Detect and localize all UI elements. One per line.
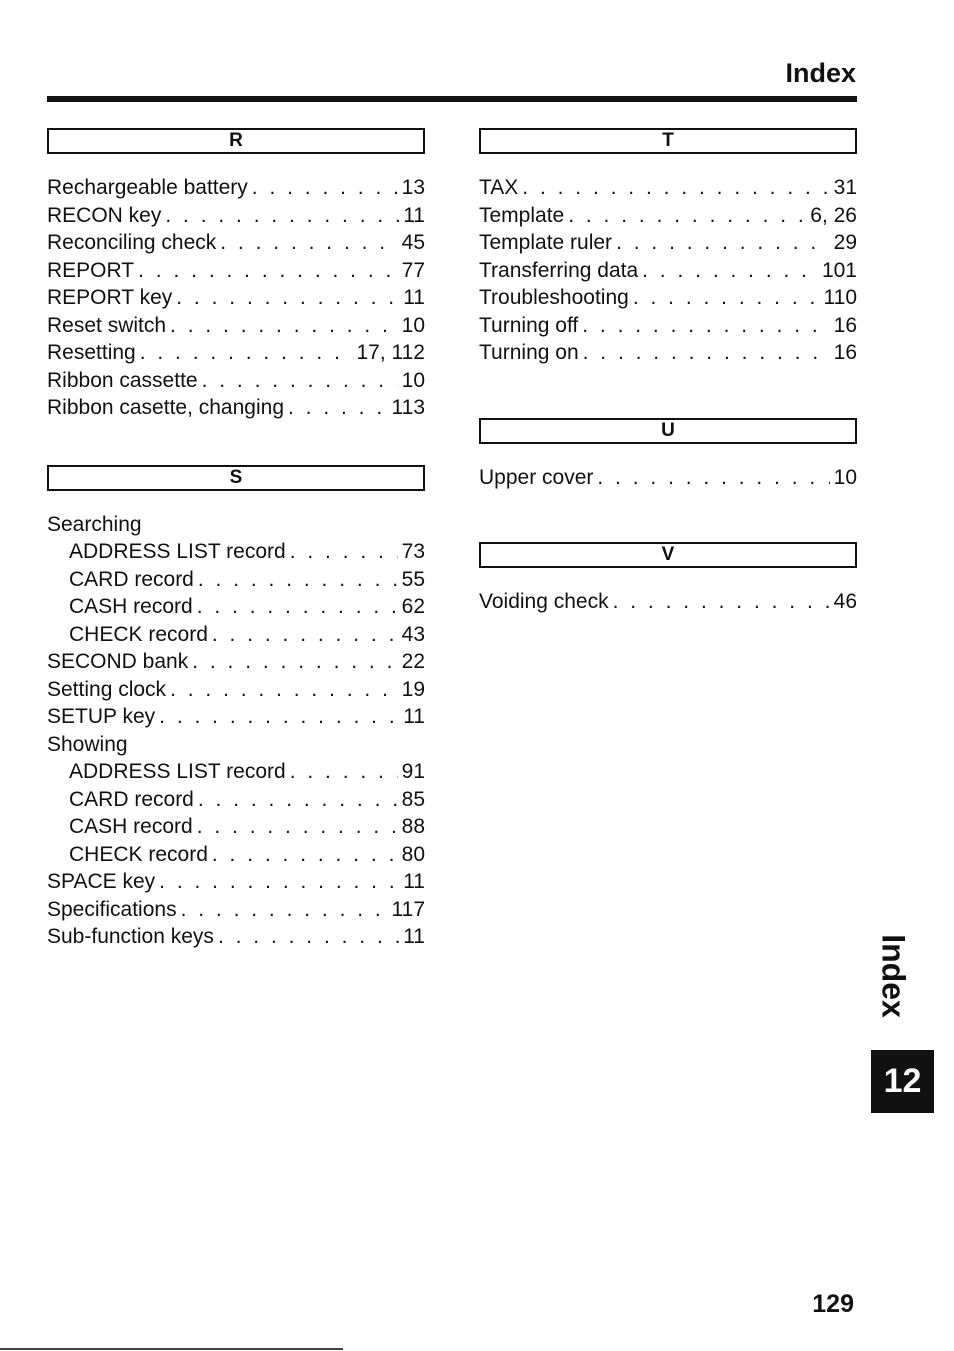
section-t [479, 128, 857, 367]
index-term: Troubleshooting [479, 286, 629, 309]
dot-leader [140, 339, 353, 367]
index-entry [47, 868, 425, 896]
index-term: Setting clock [47, 677, 167, 701]
index-page-ref: 73 [401, 540, 425, 563]
index-term: Ribbon casette, changing [47, 396, 284, 419]
index-page-ref: 11 [403, 705, 425, 728]
index-page-ref: 17, 112 [356, 341, 425, 364]
index-subentry [47, 786, 425, 814]
index-term: Sub-function keys [47, 925, 214, 948]
dot-leader [159, 868, 399, 896]
index-entry [47, 896, 425, 924]
index-term: Reset switch [47, 313, 167, 337]
index-term: Showing [47, 732, 128, 756]
section-letter-v: V [479, 542, 857, 568]
section-letter-r: R [47, 128, 425, 154]
index-entry [47, 923, 425, 951]
index-term: Voiding check [479, 590, 609, 613]
index-entry [47, 394, 425, 422]
dot-leader [288, 394, 388, 422]
index-subentry [47, 621, 425, 649]
index-term: ADDRESS LIST record [69, 760, 286, 783]
page-title: Index [785, 58, 856, 88]
entries-u [479, 464, 857, 492]
index-term: Transferring data [479, 258, 639, 282]
index-entry [47, 676, 425, 704]
index-term: Reconciling check [47, 231, 217, 254]
index-page-ref: 117 [391, 897, 425, 921]
index-page-ref: 16 [833, 313, 857, 337]
index-term: Specifications [47, 897, 177, 921]
side-tab-text: Index [875, 934, 912, 1018]
index-page-ref: 22 [401, 650, 425, 673]
index-page-ref: 110 [823, 286, 857, 309]
index-term: SETUP key [47, 705, 156, 728]
dot-leader [170, 312, 398, 340]
index-term: REPORT key [47, 286, 173, 309]
index-page-ref: 46 [833, 590, 857, 613]
dot-leader [220, 229, 397, 257]
dot-leader [197, 593, 398, 621]
index-term: Turning on [479, 341, 579, 364]
index-page-ref: 19 [401, 677, 425, 701]
dot-leader [290, 538, 398, 566]
index-term: Template ruler [479, 231, 613, 254]
index-entry [47, 703, 425, 731]
index-page-ref: 91 [401, 760, 425, 783]
dot-leader [202, 367, 398, 395]
index-term: Upper cover [479, 465, 594, 489]
dot-leader [522, 174, 829, 202]
index-entry [479, 588, 857, 616]
index-subentry [47, 813, 425, 841]
index-term: REPORT [47, 258, 135, 282]
index-page-ref: 10 [401, 368, 425, 392]
index-entry [479, 284, 857, 312]
dot-leader [197, 813, 398, 841]
index-subentry [47, 758, 425, 786]
dot-leader [616, 229, 830, 257]
index-entry [47, 257, 425, 285]
index-page-ref: 10 [401, 313, 425, 337]
index-page-ref: 10 [833, 465, 857, 489]
index-page-ref: 11 [403, 925, 425, 948]
index-page-ref: 101 [821, 258, 857, 282]
index-term: CASH record [69, 815, 193, 838]
entries-t [479, 174, 857, 367]
index-entry [47, 367, 425, 395]
left-column [47, 128, 425, 951]
entries-v [479, 588, 857, 616]
dot-leader [181, 896, 388, 924]
index-page-ref: 80 [401, 842, 425, 866]
dot-leader [198, 786, 398, 814]
dot-leader [170, 676, 398, 704]
dot-leader [138, 257, 398, 285]
dot-leader [597, 464, 829, 492]
index-term: TAX [479, 176, 519, 199]
index-entry [47, 229, 425, 257]
section-letter-s: S [47, 465, 425, 491]
index-heading [47, 731, 425, 759]
entries-s [47, 511, 425, 951]
index-page-ref: 77 [401, 258, 425, 282]
dot-leader [613, 588, 830, 616]
index-page-ref: 88 [401, 815, 425, 838]
index-entry [479, 202, 857, 230]
dot-leader [583, 339, 830, 367]
index-term: Ribbon cassette [47, 368, 198, 392]
index-entry [479, 257, 857, 285]
dot-leader [198, 566, 398, 594]
index-entry [47, 174, 425, 202]
section-letter-t: T [479, 128, 857, 154]
index-page-ref: 11 [403, 870, 425, 893]
dot-leader [290, 758, 398, 786]
index-term: Searching [47, 512, 142, 536]
index-entry [479, 312, 857, 340]
index-subentry [47, 841, 425, 869]
index-page-ref: 113 [391, 396, 425, 419]
header-rule [47, 96, 857, 102]
dot-leader [159, 703, 399, 731]
dot-leader [165, 202, 399, 230]
dot-leader [218, 923, 399, 951]
dot-leader [212, 621, 398, 649]
index-page-ref: 11 [403, 203, 425, 227]
dot-leader [176, 284, 399, 312]
index-page-ref: 62 [401, 595, 425, 618]
index-page-ref: 11 [403, 286, 425, 309]
index-subentry [47, 566, 425, 594]
section-letter-u: U [479, 418, 857, 444]
bottom-rule [0, 1348, 343, 1350]
side-tab-label [873, 930, 913, 1022]
index-page-ref: 6, 26 [810, 203, 857, 227]
dot-leader [192, 648, 397, 676]
right-column [479, 128, 857, 616]
dot-leader [212, 841, 398, 869]
index-term: CARD record [69, 567, 194, 591]
section-u [479, 418, 857, 492]
index-term: Turning off [479, 313, 579, 337]
index-page-ref: 85 [401, 787, 425, 811]
index-entry [47, 339, 425, 367]
index-term: Resetting [47, 341, 136, 364]
index-subentry [47, 593, 425, 621]
entries-r [47, 174, 425, 422]
index-entry [479, 174, 857, 202]
index-term: CHECK record [69, 842, 208, 866]
section-v [479, 542, 857, 616]
index-term: RECON key [47, 203, 162, 227]
index-entry [479, 339, 857, 367]
index-entry [47, 202, 425, 230]
index-heading [47, 511, 425, 539]
index-page-ref: 29 [833, 231, 857, 254]
dot-leader [568, 202, 806, 230]
section-s [47, 465, 425, 951]
index-term: CASH record [69, 595, 193, 618]
dot-leader [582, 312, 829, 340]
index-entry [47, 284, 425, 312]
index-entry [479, 464, 857, 492]
index-page-ref: 55 [401, 567, 425, 591]
chapter-tab: 12 [871, 1050, 934, 1113]
index-entry [47, 312, 425, 340]
index-entry [47, 648, 425, 676]
index-term: Template [479, 203, 565, 227]
index-term: SECOND bank [47, 650, 189, 673]
index-term: ADDRESS LIST record [69, 540, 286, 563]
page-number: 129 [812, 1290, 854, 1318]
index-page-ref: 43 [401, 622, 425, 646]
index-subentry [47, 538, 425, 566]
dot-leader [633, 284, 820, 312]
index-page-ref: 13 [401, 176, 425, 199]
dot-leader [642, 257, 818, 285]
index-entry [479, 229, 857, 257]
index-term: Rechargeable battery [47, 176, 248, 199]
section-r [47, 128, 425, 422]
index-term: CARD record [69, 787, 194, 811]
index-term: SPACE key [47, 870, 156, 893]
dot-leader [252, 174, 398, 202]
index-term: CHECK record [69, 622, 208, 646]
index-page-ref: 16 [833, 341, 857, 364]
index-page-ref: 31 [833, 176, 857, 199]
index-page-ref: 45 [401, 231, 425, 254]
